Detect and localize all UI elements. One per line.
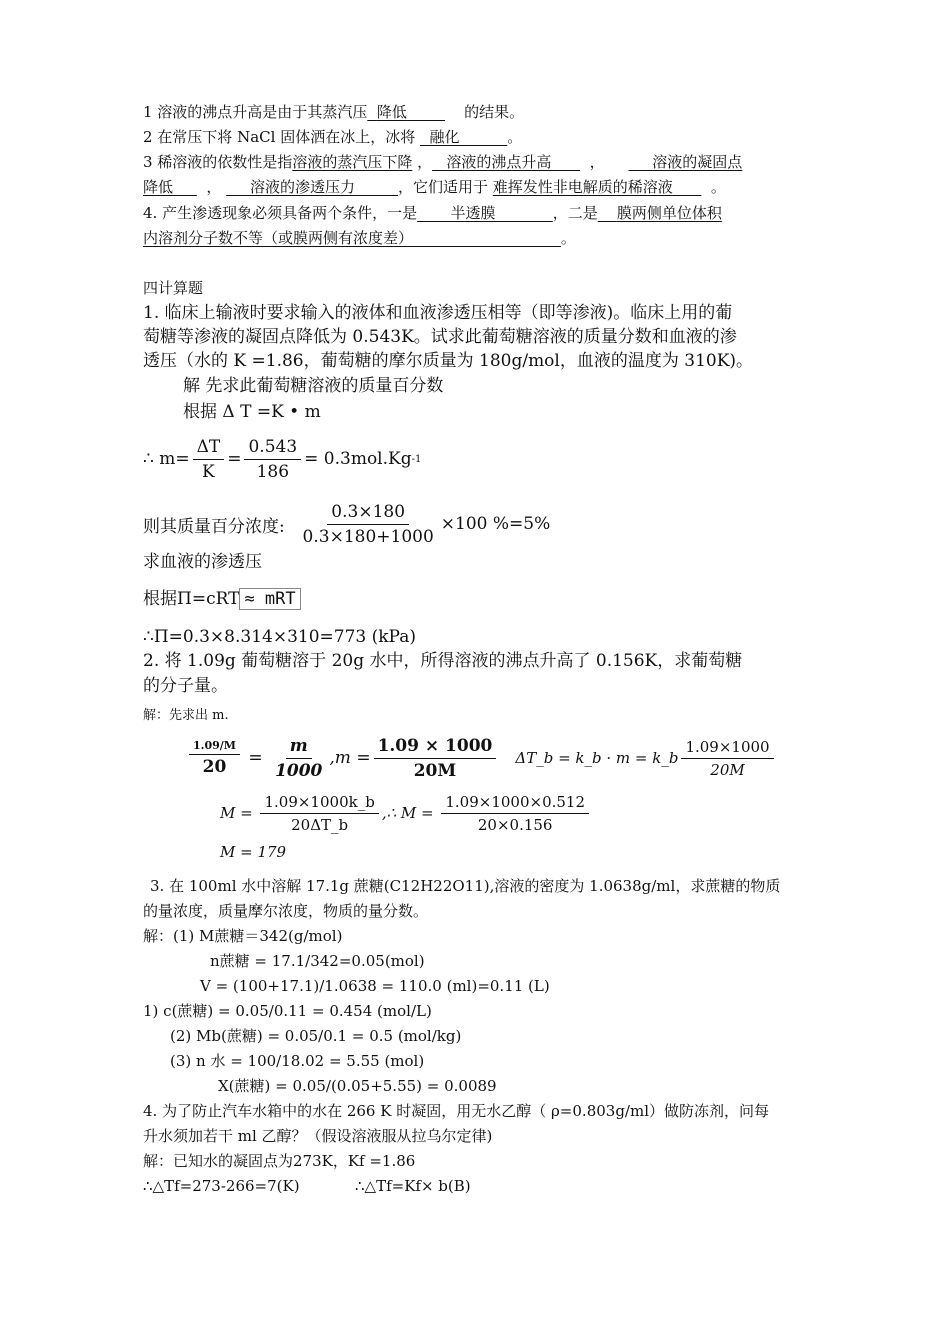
p3-step7: X(蔗糖) = 0.05/(0.05+5.55) = 0.0089 <box>218 1077 497 1095</box>
p2-frac-e-den: 20ΔT_b <box>291 815 349 834</box>
fill-q2-text: 2 在常压下将 NaCl 固体洒在冰上，冰将 <box>143 128 416 146</box>
p1-formula-percent <box>143 500 550 548</box>
p3-question-line1: 3. 在 100ml 水中溶解 17.1g 蔗糖(C12H22O11),溶液的密度为 1.0638g/ml，求蔗糖的物质 <box>150 877 781 895</box>
p1-fraction-3-den: 0.3×180+1000 <box>302 526 434 547</box>
p1-question-line1: 1. 临床上输液时要求输入的液体和血液渗透压相等（即等渗液)。临床上用的葡 <box>143 303 733 323</box>
p2-therefore-M: ,∴ M = <box>381 804 439 822</box>
p2-question-line1: 2. 将 1.09g 葡萄糖溶于 20g 水中，所得溶液的沸点升高了 0.156K，求葡萄糖 <box>143 651 743 671</box>
fill-q4-line1 <box>143 203 722 223</box>
fill-q1-text: 1 溶液的沸点升高是由于其蒸汽压 <box>143 103 368 121</box>
fill-q3-end: 。 <box>710 178 726 196</box>
p3-step6: (3) n 水 = 100/18.02 = 5.55 (mol) <box>170 1052 425 1070</box>
p3-step4: 1) c(蔗糖) = 0.05/0.11 = 0.454 (mol/L) <box>143 1002 432 1020</box>
p1-result-exp: -1 <box>411 453 422 465</box>
p2-frac-e-num: 1.09×1000k_b <box>260 793 378 814</box>
fill-q2 <box>143 127 522 147</box>
p2-result: M = 179 <box>220 843 287 861</box>
p3-step3: V = (100+17.1)/1.0638 = 110.0 (ml)=0.11 (L) <box>200 977 550 995</box>
p2-frac-f <box>441 793 589 834</box>
fill-q3-answer3a: 溶液的凝固点 <box>652 153 743 171</box>
p2-m-eq: ,m = <box>329 748 371 768</box>
p2-dtb-eq: ΔT_b = k_b · m = k_b <box>515 749 679 767</box>
fill-q3-answer4: 溶液的渗透压力 <box>250 178 356 196</box>
fill-q3-line1: 3 稀溶液的依数性是指溶液的蒸汽压下降 ， 溶液的沸点升高 ， 溶液的凝固点 <box>143 153 743 171</box>
p1-percent-pre: 则其质量百分浓度: <box>143 516 285 537</box>
fill-q3-answer1: 溶液的蒸汽压下降 <box>292 153 413 171</box>
p1-fraction-1 <box>193 437 225 482</box>
p3-question-line2: 的量浓度，质量摩尔浓度，物质的量分数。 <box>143 902 429 920</box>
fill-q3-blank2 <box>432 153 580 171</box>
fill-q4-text: 4. 产生渗透现象必须具备两个条件，一是 <box>143 204 418 222</box>
p2-frac-c <box>374 736 497 781</box>
p1-step1: 解 先求此葡萄糖溶液的质量百分数 <box>183 376 444 396</box>
fill-q4-answer1: 半透膜 <box>450 204 496 222</box>
fill-q4-mid: ，二是 <box>552 204 598 222</box>
p1-step2: 根据 Δ T =K • m <box>183 402 321 422</box>
fill-q4-line2 <box>143 228 576 248</box>
fill-q4-blank2 <box>598 204 722 222</box>
fill-q1-answer: 降低 <box>376 103 407 121</box>
p2-step1: 解：先求出 m. <box>143 708 229 723</box>
p4-step2b: ∴△Tf=Kf× b(B) <box>355 1177 471 1195</box>
p1-equals: = <box>227 449 242 469</box>
p4-question-line2: 升水须加若干 ml 乙醇？（假设溶液服从拉乌尔定律) <box>143 1127 493 1145</box>
fill-q2-post: 。 <box>507 128 523 146</box>
p4-step1: 解：已知水的凝固点为273K，Kf =1.86 <box>143 1152 416 1170</box>
p2-frac-b-den: 1000 <box>275 760 323 781</box>
fill-q3-blank3 <box>628 153 742 171</box>
fill-q4-end: 。 <box>560 229 576 247</box>
p4-question-line1: 4. 为了防止汽车水箱中的水在 266 K 时凝固，用无水乙醇（ ρ=0.803g/ml）做防冻剂，问每 <box>143 1102 769 1120</box>
p1-fraction-2 <box>244 437 301 482</box>
fill-q4-blank1 <box>417 204 553 222</box>
p2-M-eq: M = <box>220 804 258 822</box>
fill-q4-answer2a: 膜两侧单位体积 <box>616 204 722 222</box>
fill-q1 <box>143 102 524 122</box>
fill-q2-answer: 融化 <box>429 128 460 146</box>
p1-formula-m <box>143 435 421 483</box>
fill-q3-mid: ，它们适用于 <box>397 178 488 196</box>
p4-step2a: ∴△Tf=273-266=7(K) <box>143 1177 300 1195</box>
p3-step1: 解：(1) M蔗糖＝342(g/mol) <box>143 927 343 945</box>
fill-q3-line2: 降低 ， 溶液的渗透压力 ，它们适用于 难挥发性非电解质的稀溶液 。 <box>143 178 726 196</box>
p1-step7: ∴Π=0.3×8.314×310=773 (kPa) <box>143 627 416 647</box>
p1-question-line2: 萄糖等渗液的凝固点降低为 0.543K。试求此葡萄糖溶液的质量分数和血液的渗 <box>143 327 737 347</box>
p1-fraction-3 <box>299 502 438 547</box>
p2-formula-1 <box>186 735 777 781</box>
p1-step5: 求血液的渗透压 <box>143 552 262 572</box>
p1-step6-pre: 根据Π=cRT <box>143 589 240 609</box>
fill-q3-blank5 <box>493 178 702 196</box>
p2-frac-a <box>189 739 240 777</box>
fill-q3-text: 3 稀溶液的依数性是指 <box>143 153 293 171</box>
p2-formula-2 <box>220 790 592 836</box>
fill-q1-post: 的结果。 <box>464 103 525 121</box>
p1-result-m: = 0.3mol.Kg <box>304 449 412 469</box>
p3-step2: n蔗糖 = 17.1/342=0.05(mol) <box>210 952 425 970</box>
p1-percent-result: ×100 %=5% <box>440 514 551 534</box>
p1-formula-m-pre: ∴ m= <box>143 449 190 469</box>
fill-q4-answer2b: 内溶剂分子数不等（或膜两侧有浓度差） <box>143 229 414 247</box>
p2-frac-c-den: 20M <box>413 760 457 781</box>
fill-q3-blank4 <box>226 178 398 196</box>
p1-fraction-1-num: ΔT <box>193 437 225 460</box>
p3-step5: (2) Mb(蔗糖) = 0.05/0.1 = 0.5 (mol/kg) <box>170 1027 462 1045</box>
p2-frac-f-den: 20×0.156 <box>477 815 553 834</box>
fill-q3-answer2: 溶液的沸点升高 <box>446 153 552 171</box>
p1-fraction-2-num: 0.543 <box>244 437 301 460</box>
p1-fraction-3-num: 0.3×180 <box>327 502 409 525</box>
fill-q3-answer3b: 降低 <box>143 178 174 196</box>
p1-step6-box: ≈ mRT <box>239 588 300 610</box>
p2-frac-a-num: 1.09/M <box>189 739 240 755</box>
p2-frac-d-den: 20M <box>710 760 745 779</box>
fill-q4-blank2b <box>143 229 561 247</box>
p2-frac-c-num: 1.09 × 1000 <box>374 736 497 759</box>
p1-step6 <box>143 587 301 611</box>
p2-frac-f-num: 1.09×1000×0.512 <box>441 793 589 814</box>
section-heading: 四计算题 <box>143 279 204 297</box>
p2-frac-b-num: m <box>286 736 312 759</box>
p1-fraction-2-den: 186 <box>256 461 290 482</box>
p2-frac-d-num: 1.09×1000 <box>681 738 773 759</box>
fill-q3-blank3b <box>143 178 197 196</box>
p2-question-line2: 的分子量。 <box>143 676 228 696</box>
p2-frac-a-den: 20 <box>202 757 227 777</box>
p2-frac-b <box>271 736 326 781</box>
fill-q1-blank <box>367 103 445 121</box>
fill-q3-answer5: 难挥发性非电解质的稀溶液 <box>492 178 673 196</box>
fill-q2-blank <box>420 128 507 146</box>
p2-frac-e <box>260 793 378 834</box>
p1-question-line3: 透压（水的 K =1.86，葡萄糖的摩尔质量为 180g/mol，血液的温度为 310K)。 <box>143 351 754 371</box>
p2-frac-d <box>681 738 773 779</box>
p1-fraction-1-den: K <box>202 461 215 482</box>
p2-eq-1: = <box>243 748 269 768</box>
